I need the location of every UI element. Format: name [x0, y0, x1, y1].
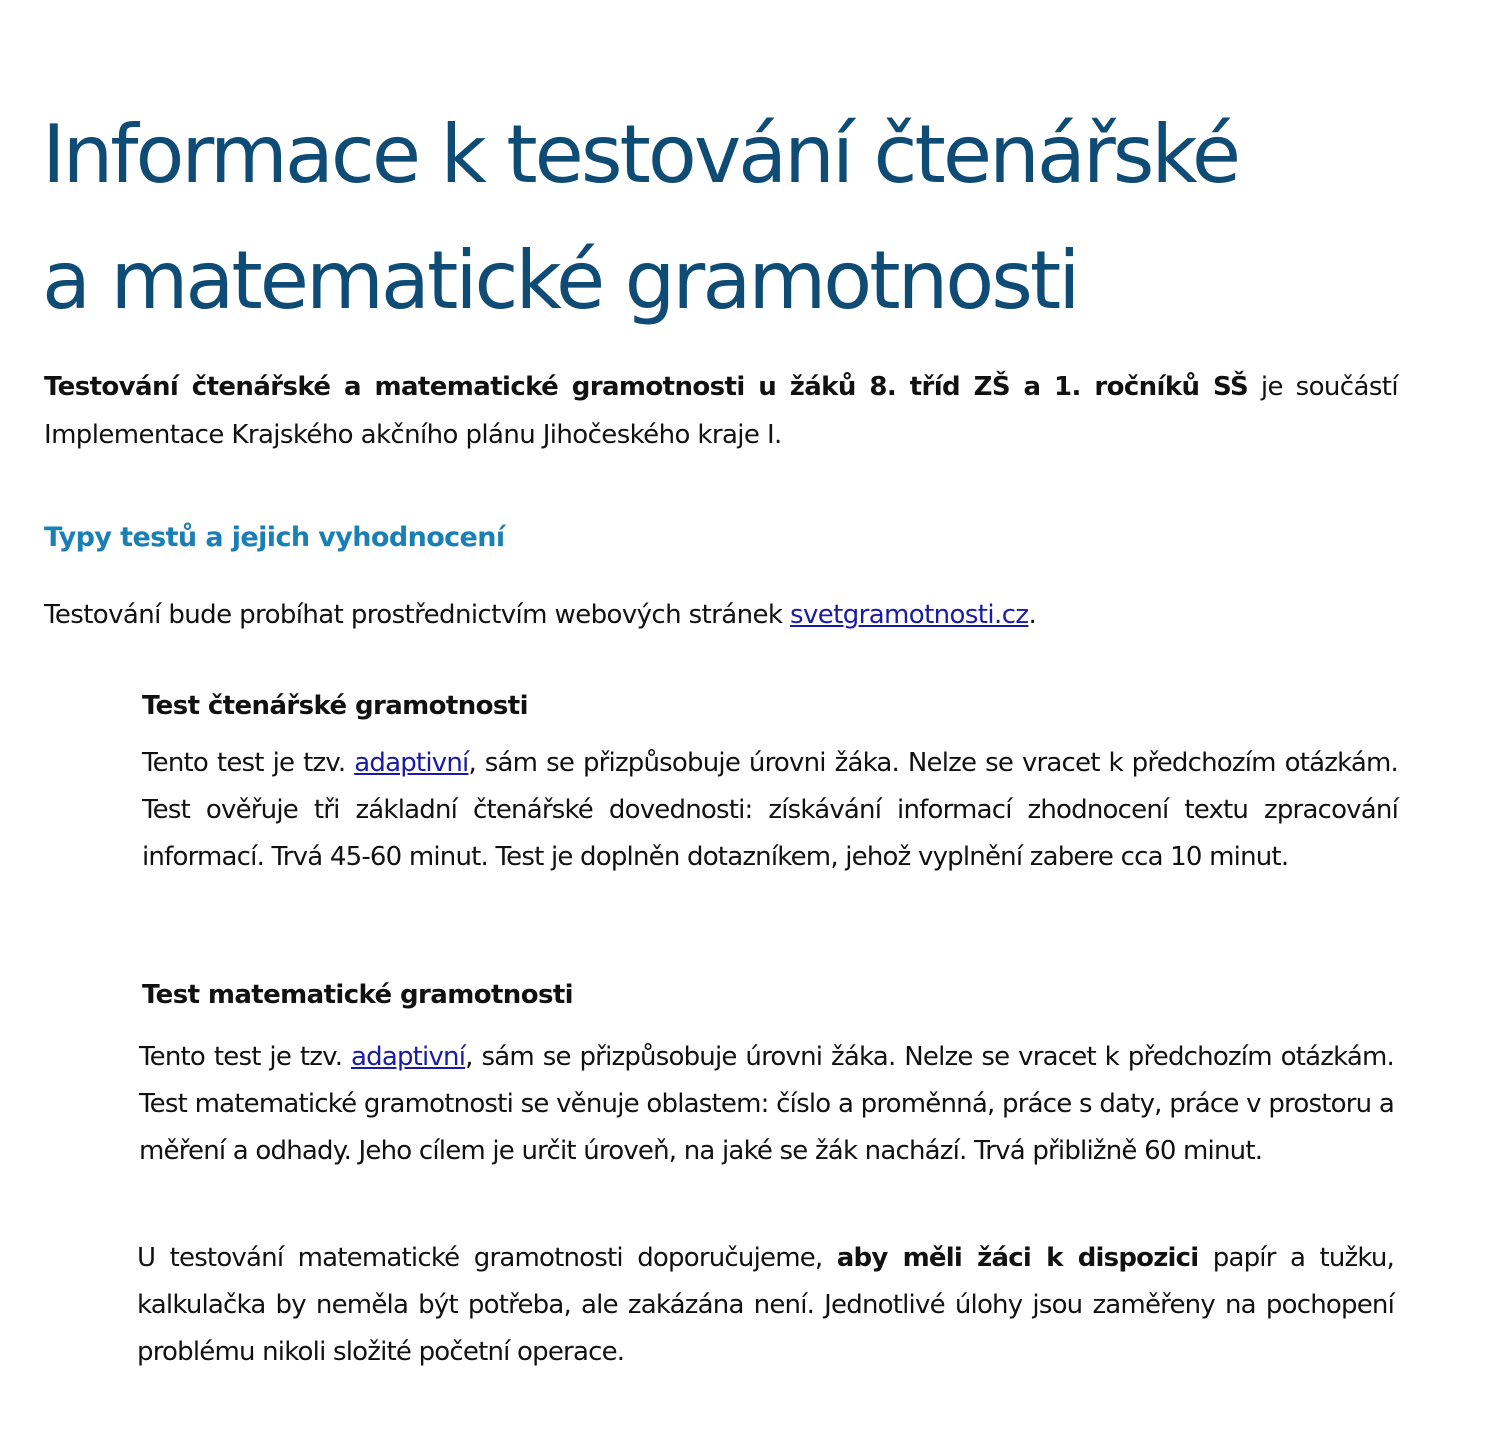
website-sentence-text: Testování bude probíhat prostřednictvím webových stránek: [44, 600, 790, 630]
math-test-text-start: Tento test je tzv.: [139, 1042, 351, 1072]
document-title-line-2: a matematické gramotnosti: [42, 234, 1078, 327]
reading-test-adaptive-link[interactable]: adaptivní: [354, 748, 469, 778]
math-test-recommendation: [137, 1235, 1394, 1376]
math-test-text-rest: , sám se přizpůsobuje úrovni žáka. Nelze se vracet k předchozím otázkám. Test matematické gramotnosti se věnuje oblastem: číslo a proměnná, práce s daty, práce v prostoru a měření a odhady. Jeho cílem je určit úroveň, na jaké se žák nachází. Trvá přibližně 60 minut.: [139, 1042, 1394, 1166]
math-test-adaptive-link[interactable]: adaptivní: [350, 1042, 466, 1072]
recommendation-text-start: U testování matematické gramotnosti doporučujeme,: [137, 1243, 837, 1273]
recommendation-text-rest: papír a tužku, kalkulačka by neměla být potřeba, ale zakázána není. Jednotlivé úlohy jsou zaměřeny na pochopení problému nikoli složité početní operace.: [137, 1243, 1395, 1367]
reading-test-heading: Test čtenářské gramotnosti: [142, 691, 528, 721]
intro-bold-text: Testování čtenářské a matematické gramotnosti u žáků 8. tříd ZŠ a 1. ročníků SŠ: [44, 372, 1249, 402]
reading-test-text-rest: , sám se přizpůsobuje úrovni žáka. Nelze se vracet k předchozím otázkám. Test ověřuje tři základní čtenářské dovednosti: získávání informací zhodnocení textu zpracování informací. Trvá 45-60 minut. Test je doplněn dotazníkem, jehož vyplnění zabere cca 10 minut.: [142, 748, 1398, 872]
website-link[interactable]: svetgramotnosti.cz: [790, 600, 1029, 630]
math-test-heading: Test matematické gramotnosti: [142, 980, 573, 1010]
website-sentence: [44, 593, 1036, 637]
recommendation-bold-text: aby měli žáci k dispozici: [836, 1243, 1199, 1273]
section-heading: Typy testů a jejich vyhodnocení: [44, 522, 505, 553]
intro-paragraph: [44, 363, 1398, 459]
reading-test-text-start: Tento test je tzv.: [142, 748, 355, 778]
document-title-line-1: Informace k testování čtenářské: [42, 108, 1239, 201]
reading-test-paragraph: [142, 740, 1398, 881]
document-title: [42, 92, 1442, 344]
website-sentence-end: .: [1028, 600, 1037, 630]
intro-text: je součástí Implementace Krajského akčního plánu Jihočeského kraje I.: [44, 372, 1398, 450]
math-test-paragraph: [139, 1034, 1394, 1175]
